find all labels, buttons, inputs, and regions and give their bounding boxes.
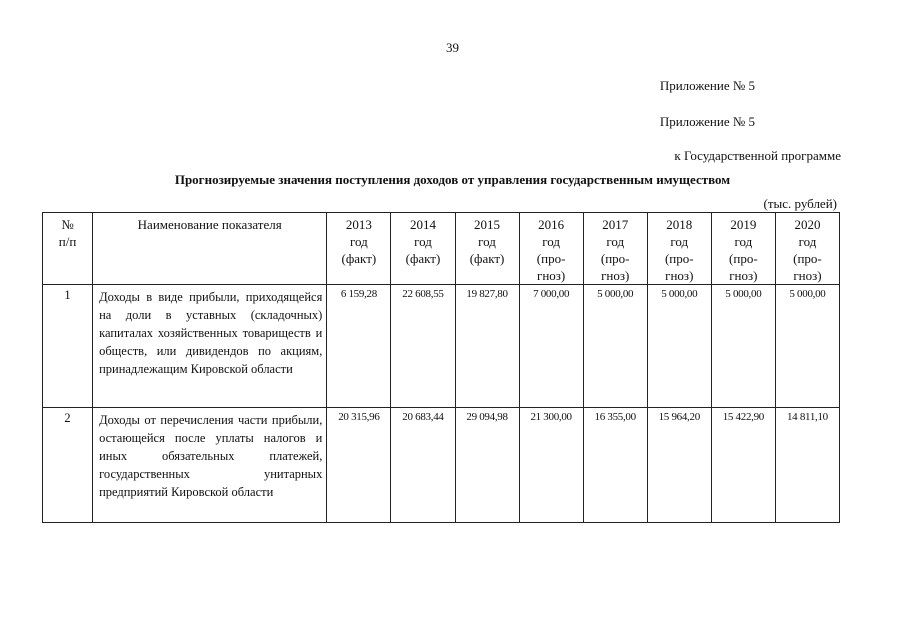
value-cell: 5 000,00 (647, 285, 711, 408)
header-name: Наименование показателя (93, 213, 327, 285)
header-year-value: 2014 (409, 217, 436, 232)
appendix-label-repeat: Приложение № 5 (659, 114, 755, 129)
program-reference: к Государственной программе (674, 148, 841, 163)
header-year-line: год (670, 234, 689, 249)
value-cell: 15 964,20 (647, 408, 711, 523)
value-cell: 20 315,96 (327, 408, 391, 523)
table-row (43, 285, 840, 408)
header-year-line: (про- (536, 251, 566, 266)
header-year (327, 213, 391, 285)
unit-label: (тыс. рублей) (763, 196, 837, 211)
value-cell: 5 000,00 (583, 285, 647, 408)
header-year-line: (про- (729, 251, 758, 266)
header-year-line: (про- (793, 251, 822, 266)
header-year (711, 213, 775, 285)
row-number: 1 (43, 285, 93, 408)
page-number: 39 (446, 40, 459, 55)
value-cell: 5 000,00 (775, 285, 839, 408)
header-year-line: год (478, 234, 496, 249)
header-num-line: № (61, 217, 74, 232)
header-year-value: 2018 (666, 217, 693, 232)
value-cell: 14 811,10 (775, 408, 839, 523)
header-year-value: 2017 (602, 217, 629, 232)
header-year-line: год (350, 234, 368, 249)
header-year-value: 2020 (794, 217, 821, 232)
header-year-value: 2019 (730, 217, 757, 232)
header-year-line: гноз) (601, 268, 630, 283)
header-year-line: (факт) (405, 251, 441, 266)
header-year-line: год (734, 234, 753, 249)
row-number: 2 (43, 408, 93, 523)
header-num-line: п/п (58, 234, 77, 249)
value-cell: 7 000,00 (519, 285, 583, 408)
header-year (519, 213, 583, 285)
header-year-line: (про- (664, 251, 694, 266)
header-year-line: гноз) (665, 268, 694, 283)
row-name: Доходы от перечисления части прибыли, остающейся после уплаты налогов и иных обязательных платежей, государственных унитарных предприятий Кировской области (93, 408, 327, 523)
value-cell: 15 422,90 (711, 408, 775, 523)
value-cell: 16 355,00 (583, 408, 647, 523)
table-header-row (43, 213, 840, 285)
document-title: Прогнозируемые значения поступления доходов от управления государственным имуществом (174, 172, 731, 187)
value-cell: 20 683,44 (391, 408, 455, 523)
value-cell: 6 159,28 (327, 285, 391, 408)
header-year (455, 213, 519, 285)
header-year-line: (факт) (469, 251, 505, 266)
appendix-label: Приложение № 5 (659, 78, 755, 93)
header-year-line: год (798, 234, 817, 249)
income-table (42, 212, 840, 523)
header-year (775, 213, 839, 285)
header-year-value: 2013 (345, 217, 372, 232)
row-name: Доходы в виде прибыли, приходящейся на доли в уставных (складочных) капиталах хозяйственных товариществ и обществ, или дивидендов по акциям, принадлежащим Кировской области (93, 285, 327, 408)
header-year-line: год (606, 234, 625, 249)
value-cell: 22 608,55 (391, 285, 455, 408)
header-year (583, 213, 647, 285)
header-year (647, 213, 711, 285)
value-cell: 29 094,98 (455, 408, 519, 523)
header-year (391, 213, 455, 285)
value-cell: 21 300,00 (519, 408, 583, 523)
header-year-value: 2015 (474, 217, 501, 232)
header-num (43, 213, 93, 285)
header-year-line: гноз) (793, 268, 822, 283)
header-year-line: (про- (600, 251, 630, 266)
header-year-line: год (542, 234, 560, 249)
table-row (43, 408, 840, 523)
header-year-line: гноз) (729, 268, 758, 283)
header-year-line: гноз) (536, 268, 566, 283)
header-year-line: год (414, 234, 432, 249)
header-year-line: (факт) (341, 251, 377, 266)
header-year-value: 2016 (538, 217, 565, 232)
value-cell: 5 000,00 (711, 285, 775, 408)
value-cell: 19 827,80 (455, 285, 519, 408)
